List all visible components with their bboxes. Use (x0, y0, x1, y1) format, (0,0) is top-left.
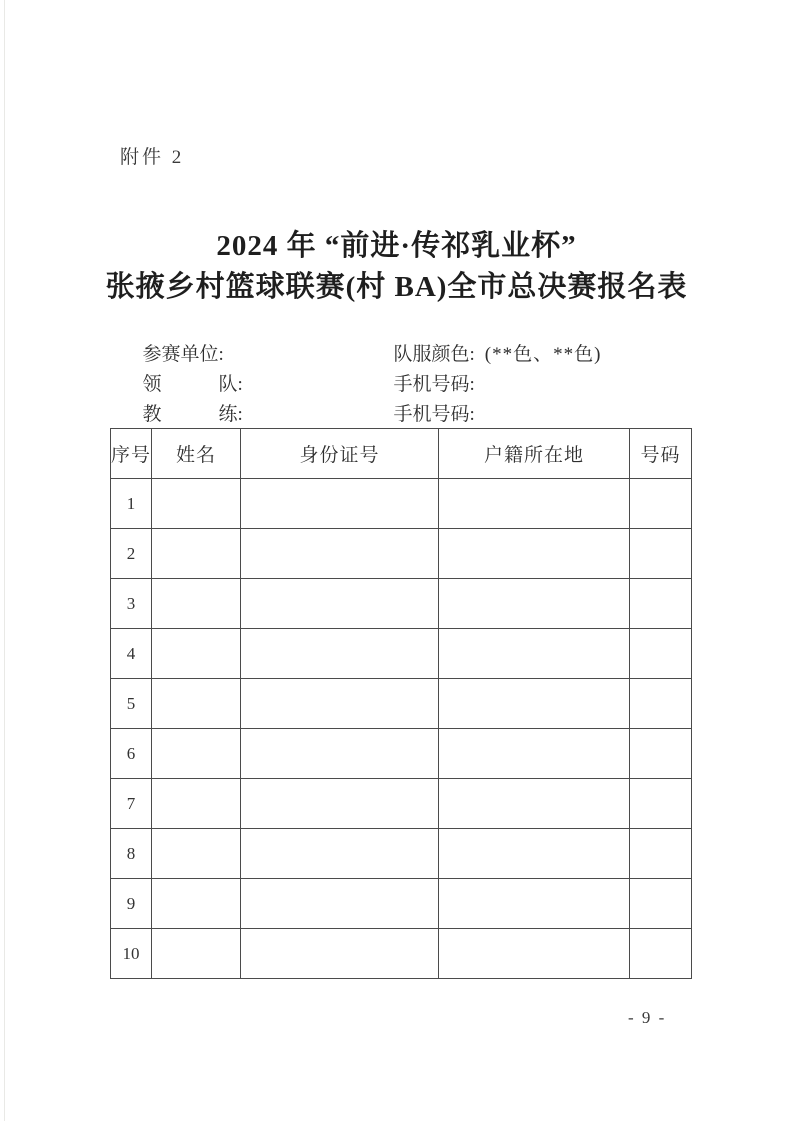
document-title (0, 226, 793, 308)
empty-cell (152, 679, 241, 729)
empty-cell (630, 579, 692, 629)
leader-phone-label: 手机号码: (393, 373, 475, 395)
empty-cell (152, 929, 241, 979)
table-header-row (111, 429, 692, 479)
empty-cell (152, 579, 241, 629)
empty-cell (241, 729, 439, 779)
empty-cell (152, 879, 241, 929)
table-row (111, 829, 692, 879)
empty-cell (152, 829, 241, 879)
row-number-cell: 3 (111, 579, 152, 629)
empty-cell (630, 829, 692, 879)
empty-cell (241, 879, 439, 929)
header-id-number: 身份证号 (241, 429, 439, 479)
empty-cell (439, 729, 630, 779)
empty-cell (152, 529, 241, 579)
empty-cell (630, 679, 692, 729)
table-row (111, 479, 692, 529)
coach-label: 教 练: (142, 403, 243, 425)
row-number-cell: 6 (111, 729, 152, 779)
empty-cell (439, 929, 630, 979)
empty-cell (630, 879, 692, 929)
form-fields (114, 337, 679, 427)
table-row (111, 629, 692, 679)
header-jersey-number: 号码 (630, 429, 692, 479)
empty-cell (439, 779, 630, 829)
empty-cell (241, 479, 439, 529)
header-residence: 户籍所在地 (439, 429, 630, 479)
empty-cell (439, 629, 630, 679)
table-row (111, 929, 692, 979)
table-row (111, 879, 692, 929)
empty-cell (630, 479, 692, 529)
page-number: - 9 - (628, 1008, 667, 1027)
row-number-cell: 9 (111, 879, 152, 929)
empty-cell (152, 779, 241, 829)
row-number-cell: 2 (111, 529, 152, 579)
title-line-2: 张掖乡村篮球联赛(村 BA)全市总决赛报名表 (105, 271, 688, 303)
empty-cell (241, 629, 439, 679)
empty-cell (152, 729, 241, 779)
empty-cell (439, 829, 630, 879)
jersey-color-value: (**色、**色) (484, 343, 602, 365)
table-row (111, 779, 692, 829)
row-number-cell: 8 (111, 829, 152, 879)
coach-phone-label: 手机号码: (393, 403, 475, 425)
row-number-cell: 5 (111, 679, 152, 729)
empty-cell (630, 529, 692, 579)
row-number-cell: 10 (111, 929, 152, 979)
empty-cell (241, 579, 439, 629)
team-unit-label: 参赛单位: (142, 343, 224, 365)
jersey-color-label: 队服颜色: (393, 343, 475, 365)
roster-table-body (111, 479, 692, 979)
table-row (111, 729, 692, 779)
table-row (111, 529, 692, 579)
table-row (111, 579, 692, 629)
title-line-1: 2024 年 “前进·传祁乳业杯” (216, 230, 577, 262)
table-row (111, 679, 692, 729)
row-number-cell: 1 (111, 479, 152, 529)
empty-cell (630, 779, 692, 829)
empty-cell (241, 929, 439, 979)
empty-cell (439, 579, 630, 629)
empty-cell (439, 529, 630, 579)
row-number-cell: 4 (111, 629, 152, 679)
empty-cell (152, 479, 241, 529)
empty-cell (630, 629, 692, 679)
empty-cell (241, 679, 439, 729)
empty-cell (630, 929, 692, 979)
form-row-3 (114, 397, 679, 427)
team-leader-label: 领 队: (142, 373, 243, 395)
empty-cell (630, 729, 692, 779)
empty-cell (241, 779, 439, 829)
roster-table (110, 428, 692, 979)
row-number-cell: 7 (111, 779, 152, 829)
header-name: 姓名 (152, 429, 241, 479)
header-serial-number: 序号 (111, 429, 152, 479)
empty-cell (241, 829, 439, 879)
empty-cell (439, 879, 630, 929)
attachment-label: 附件 2 (120, 147, 185, 168)
empty-cell (241, 529, 439, 579)
empty-cell (439, 679, 630, 729)
empty-cell (439, 479, 630, 529)
empty-cell (152, 629, 241, 679)
scan-edge-artifact (4, 0, 5, 1121)
